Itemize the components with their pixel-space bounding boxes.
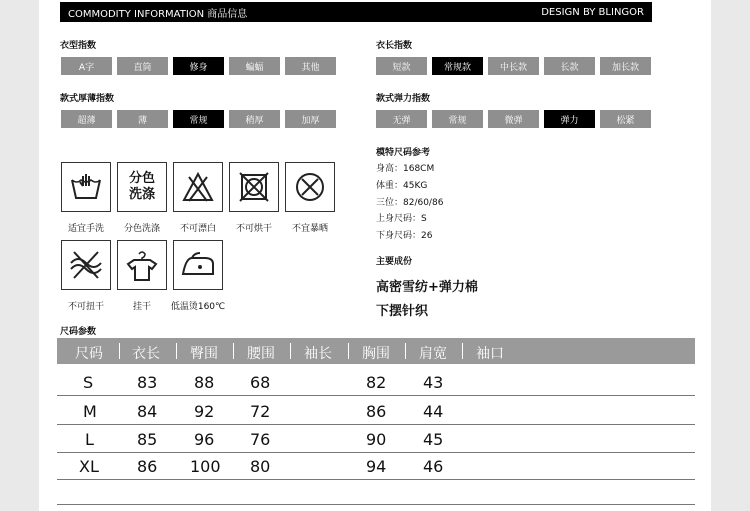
header-title: COMMODITY INFORMATION 商品信息: [68, 8, 248, 20]
table-row: [57, 425, 695, 453]
table-cell: 94: [366, 457, 387, 476]
material-line: 高密雪纺+弹力棉: [376, 280, 478, 295]
right-margin: [711, 0, 750, 511]
fit-option-selected: 修身: [173, 57, 224, 75]
care-label: 低温烫160℃: [170, 302, 226, 312]
table-cell: 68: [250, 373, 271, 392]
column-header: 衣长: [132, 346, 160, 362]
column-header: 袖长: [304, 346, 332, 362]
elasticity-options: [376, 110, 656, 128]
table-cell: 88: [194, 373, 215, 392]
material-line: 下摆针织: [376, 304, 429, 319]
table-cell: 90: [366, 430, 387, 449]
header-bar: [60, 2, 652, 22]
column-divider: [119, 343, 120, 359]
elasticity-option: 松紧: [600, 110, 651, 128]
column-divider: [405, 343, 406, 359]
column-header: 臀围: [190, 346, 218, 362]
column-divider: [290, 343, 291, 359]
hand-wash-icon: [61, 162, 111, 212]
column-divider: [233, 343, 234, 359]
table-row: [57, 452, 695, 480]
length-option: 长款: [544, 57, 595, 75]
elasticity-option: 无弹: [376, 110, 427, 128]
column-divider: [462, 343, 463, 359]
fit-title: 衣型指数: [60, 41, 97, 51]
fit-option: 其他: [285, 57, 336, 75]
length-option: 加长款: [600, 57, 651, 75]
table-cell: 46: [423, 457, 444, 476]
length-option: 中长款: [488, 57, 539, 75]
model-line: 下身尺码：26: [376, 231, 433, 241]
table-cell: 92: [194, 402, 215, 421]
elasticity-option-selected: 弹力: [544, 110, 595, 128]
table-cell: 72: [250, 402, 271, 421]
no-sun-dry-icon: [285, 162, 335, 212]
table-row: [57, 481, 695, 505]
fit-option: 直筒: [117, 57, 168, 75]
care-label: 不可扭干: [67, 302, 104, 312]
table-cell: 45: [423, 430, 444, 449]
left-margin: [0, 0, 39, 511]
thickness-option: 加厚: [285, 110, 336, 128]
thickness-option: 超薄: [61, 110, 112, 128]
length-title: 衣长指数: [376, 41, 413, 51]
care-label: 分色洗涤: [123, 224, 160, 234]
hang-dry-icon: [117, 240, 167, 290]
table-cell: 86: [137, 457, 158, 476]
thickness-options: [61, 110, 341, 128]
care-label: 不可烘干: [235, 224, 272, 234]
size-table-title: 尺码参数: [60, 327, 97, 337]
no-wring-icon: [61, 240, 111, 290]
model-line: 体重：45KG: [376, 181, 428, 191]
table-cell: 76: [250, 430, 271, 449]
column-header: 肩宽: [419, 346, 447, 362]
table-cell: 44: [423, 402, 444, 421]
header-brand: DESIGN BY BLINGOR: [541, 6, 644, 18]
table-cell: 85: [137, 430, 158, 449]
model-line: 三位：82/60/86: [376, 198, 444, 208]
table-cell: 100: [190, 457, 221, 476]
column-header: 尺码: [75, 346, 103, 362]
thickness-option-selected: 常规: [173, 110, 224, 128]
size-cell: M: [83, 402, 97, 421]
no-bleach-icon: [173, 162, 223, 212]
column-header: 腰围: [247, 346, 275, 362]
length-options: [376, 57, 656, 75]
table-row: [57, 368, 695, 396]
model-line: 身高：168CM: [376, 164, 435, 174]
no-tumble-dry-icon: [229, 162, 279, 212]
thickness-option: 稍厚: [229, 110, 280, 128]
model-title: 模特尺码参考: [376, 148, 431, 158]
care-label: 适宜手洗: [67, 224, 104, 234]
column-divider: [176, 343, 177, 359]
elasticity-option: 常规: [432, 110, 483, 128]
thickness-title: 款式厚薄指数: [60, 94, 115, 104]
separate-wash-text: 洗涤: [128, 187, 155, 202]
size-table-header: [57, 338, 695, 364]
table-cell: 83: [137, 373, 158, 392]
care-label: 挂干: [132, 302, 151, 312]
table-row: [57, 397, 695, 425]
care-label: 不宜暴晒: [291, 224, 328, 234]
iron-low-icon: [173, 240, 223, 290]
elasticity-title: 款式弹力指数: [376, 94, 431, 104]
table-cell: 84: [137, 402, 158, 421]
care-label: 不可漂白: [179, 224, 216, 234]
fit-option: A字: [61, 57, 112, 75]
separate-wash-text: 分色: [128, 171, 155, 186]
model-line: 上身尺码：S: [376, 214, 427, 224]
fit-option: 蝙蝠: [229, 57, 280, 75]
size-cell: L: [85, 430, 94, 449]
size-cell: S: [83, 373, 94, 392]
fit-options: [61, 57, 341, 75]
separate-wash-icon: [117, 162, 167, 212]
table-cell: 86: [366, 402, 387, 421]
table-cell: 96: [194, 430, 215, 449]
thickness-option: 薄: [117, 110, 168, 128]
length-option: 短款: [376, 57, 427, 75]
column-header: 胸围: [362, 346, 390, 362]
elasticity-option: 微弹: [488, 110, 539, 128]
size-cell: XL: [79, 457, 99, 476]
table-cell: 80: [250, 457, 271, 476]
table-cell: 43: [423, 373, 444, 392]
table-cell: 82: [366, 373, 387, 392]
length-option-selected: 常规款: [432, 57, 483, 75]
column-divider: [348, 343, 349, 359]
column-header: 袖口: [476, 346, 504, 362]
material-title: 主要成份: [376, 257, 413, 267]
